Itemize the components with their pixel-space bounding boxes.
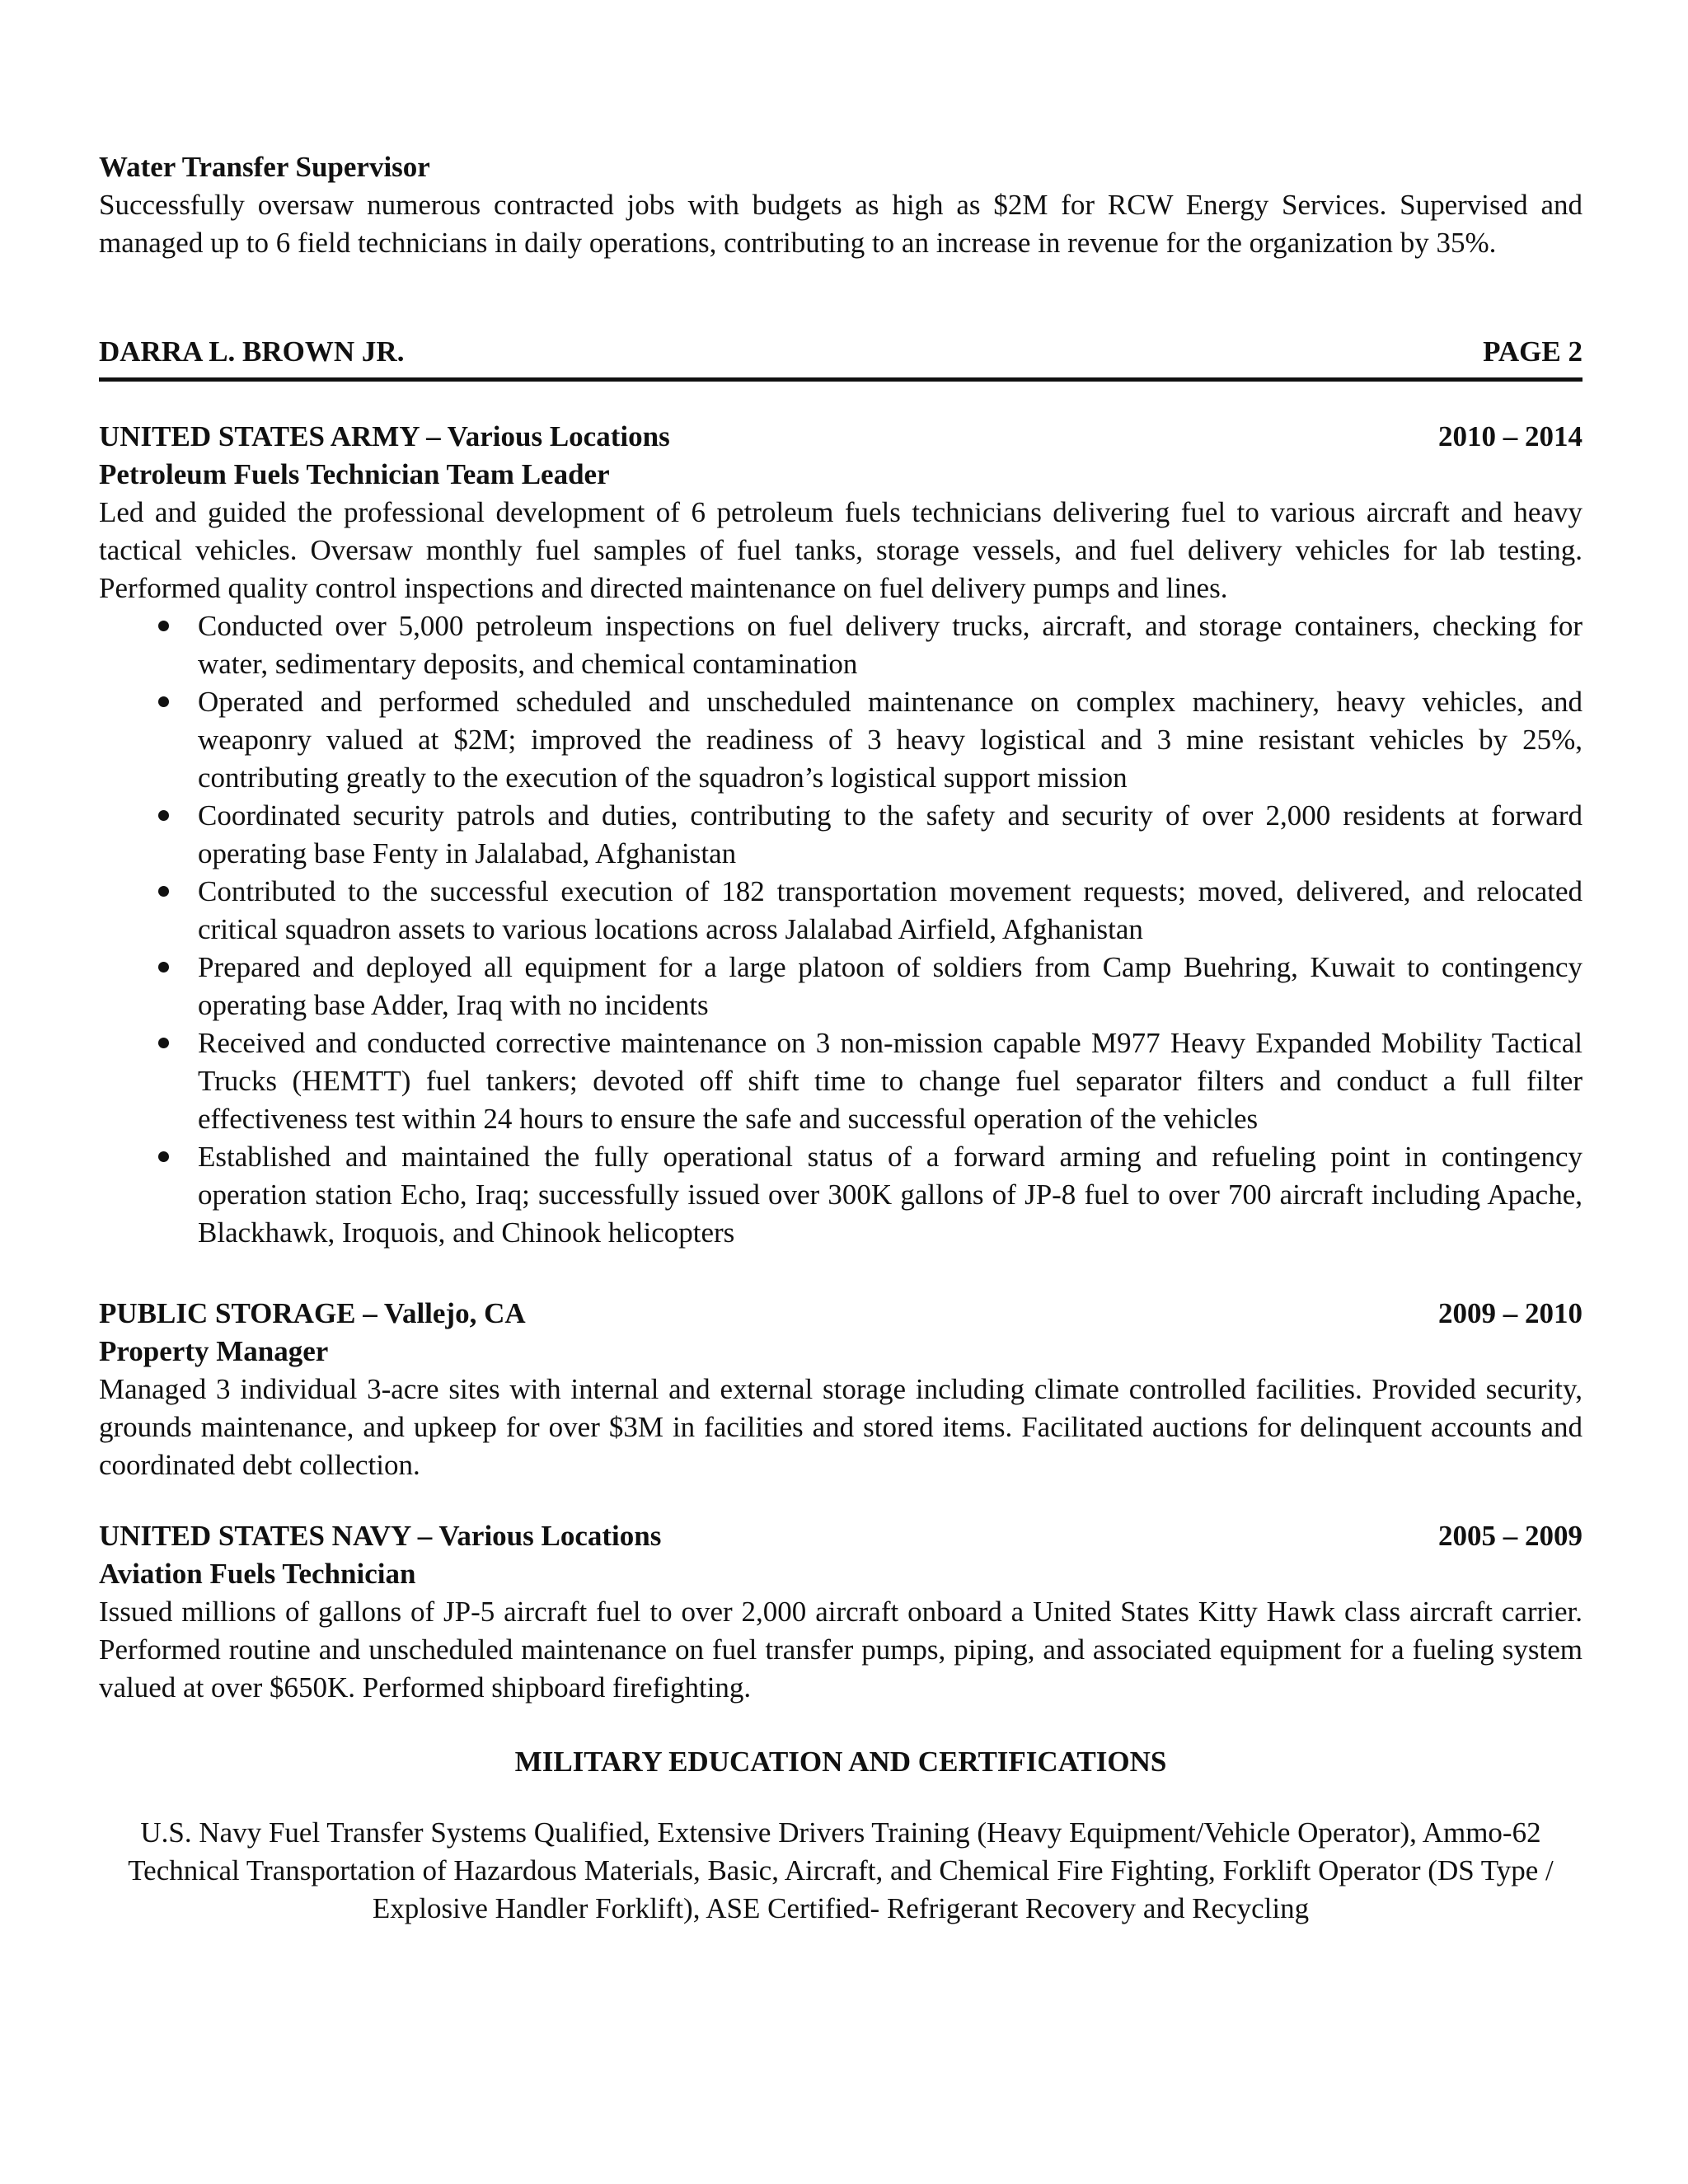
- job-dates: 2010 – 2014: [1438, 420, 1582, 452]
- job-employer: UNITED STATES ARMY – Various Locations: [99, 420, 670, 452]
- job-summary: Managed 3 individual 3-acre sites with internal and external storage including climate controlled facilities. Provided security, grounds maintenance, and upkeep for over $3M in facilities and stored items. Facilitated auctions for delinquent accounts and coordinated debt collection.: [99, 1373, 1582, 1481]
- list-item: [99, 607, 1582, 683]
- bullet-icon: [158, 886, 169, 897]
- job-entry-navy: [99, 1517, 1582, 1707]
- running-header: [99, 333, 1582, 382]
- job-dates: 2009 – 2010: [1438, 1297, 1582, 1329]
- bullet-text: Conducted over 5,000 petroleum inspections on fuel delivery trucks, aircraft, and storage containers, checking for water, sedimentary deposits, and chemical contamination: [198, 610, 1582, 680]
- bullet-icon: [158, 810, 169, 821]
- job-summary: Led and guided the professional development of 6 petroleum fuels technicians delivering fuel to various aircraft and heavy tactical vehicles. Oversaw monthly fuel samples of fuel tanks, storage vessels, and fuel delivery vehicles for lab testing. Performed quality control inspections and directed maintenance on fuel delivery pumps and lines.: [99, 496, 1582, 604]
- bullet-text: Received and conducted corrective maintenance on 3 non-mission capable M977 Heavy Expanded Mobility Tactical Trucks (HEMTT) fuel tankers; devoted off shift time to change fuel separator filters and conduct a full filter effectiveness test within 24 hours to ensure the safe and successful operation of the vehicles: [198, 1027, 1582, 1135]
- job-employer: PUBLIC STORAGE – Vallejo, CA: [99, 1297, 526, 1329]
- education-section: [99, 1743, 1582, 1928]
- resume-page: [99, 148, 1582, 1928]
- job-title: Petroleum Fuels Technician Team Leader: [99, 458, 610, 490]
- list-item: [99, 873, 1582, 949]
- job-dates: 2005 – 2009: [1438, 1520, 1582, 1552]
- bullet-icon: [158, 962, 169, 972]
- list-item: [99, 1138, 1582, 1252]
- bullet-icon: [158, 621, 169, 631]
- page-number: PAGE 2: [1483, 335, 1582, 368]
- job-title: Aviation Fuels Technician: [99, 1558, 416, 1590]
- job-title: Property Manager: [99, 1335, 329, 1367]
- job-employer: UNITED STATES NAVY – Various Locations: [99, 1520, 662, 1552]
- bullet-text: Operated and performed scheduled and unscheduled maintenance on complex machinery, heavy vehicles, and weaponry valued at $2M; improved the readiness of 3 heavy logistical and 3 mine resistant vehicles by 25%, contributing greatly to the execution of the squadron’s logistical support mission: [198, 686, 1582, 794]
- intro-section: [99, 148, 1582, 262]
- job-bullet-list: [99, 607, 1582, 1252]
- bullet-text: Prepared and deployed all equipment for a large platoon of soldiers from Camp Buehring, Kuwait to contingency operating base Adder, Iraq with no incidents: [198, 951, 1582, 1021]
- bullet-text: Coordinated security patrols and duties, contributing to the safety and security of over 2,000 residents at forward operating base Fenty in Jalalabad, Afghanistan: [198, 799, 1582, 869]
- list-item: [99, 1024, 1582, 1138]
- list-item: [99, 949, 1582, 1024]
- section-heading: MILITARY EDUCATION AND CERTIFICATIONS: [514, 1746, 1167, 1778]
- bullet-icon: [158, 1038, 169, 1048]
- intro-title: Water Transfer Supervisor: [99, 151, 430, 183]
- bullet-icon: [158, 1151, 169, 1162]
- list-item: [99, 683, 1582, 797]
- bullet-icon: [158, 696, 169, 707]
- intro-text: Successfully oversaw numerous contracted jobs with budgets as high as $2M for RCW Energy Services. Supervised and managed up to 6 field technicians in daily operations, contributing to an increase in revenue for the organization by 35%.: [99, 189, 1582, 259]
- job-entry-public-storage: [99, 1295, 1582, 1484]
- list-item: [99, 797, 1582, 873]
- job-summary: Issued millions of gallons of JP-5 aircraft fuel to over 2,000 aircraft onboard a United States Kitty Hawk class aircraft carrier. Performed routine and unscheduled maintenance on fuel transfer pumps, piping, and associated equipment for a fueling system valued at over $650K. Performed shipboard firefighting.: [99, 1596, 1582, 1704]
- education-text: U.S. Navy Fuel Transfer Systems Qualified, Extensive Drivers Training (Heavy Equipment/Vehicle Operator), Ammo-62 Technical Transportation of Hazardous Materials, Basic, Aircraft, and Chemical Fire Fighting, Forklift Operator (DS Type / Explosive Handler Forklift), ASE Certified- Refrigerant Recovery and Recycling: [128, 1816, 1554, 1924]
- bullet-text: Established and maintained the fully operational status of a forward arming and refueling point in contingency operation station Echo, Iraq; successfully issued over 300K gallons of JP-8 fuel to over 700 aircraft including Apache, Blackhawk, Iroquois, and Chinook helicopters: [198, 1141, 1582, 1249]
- bullet-text: Contributed to the successful execution of 182 transportation movement requests; moved, delivered, and relocated critical squadron assets to various locations across Jalalabad Airfield, Afghanistan: [198, 875, 1582, 945]
- candidate-name: DARRA L. BROWN JR.: [99, 335, 405, 368]
- job-entry-army: [99, 418, 1582, 1252]
